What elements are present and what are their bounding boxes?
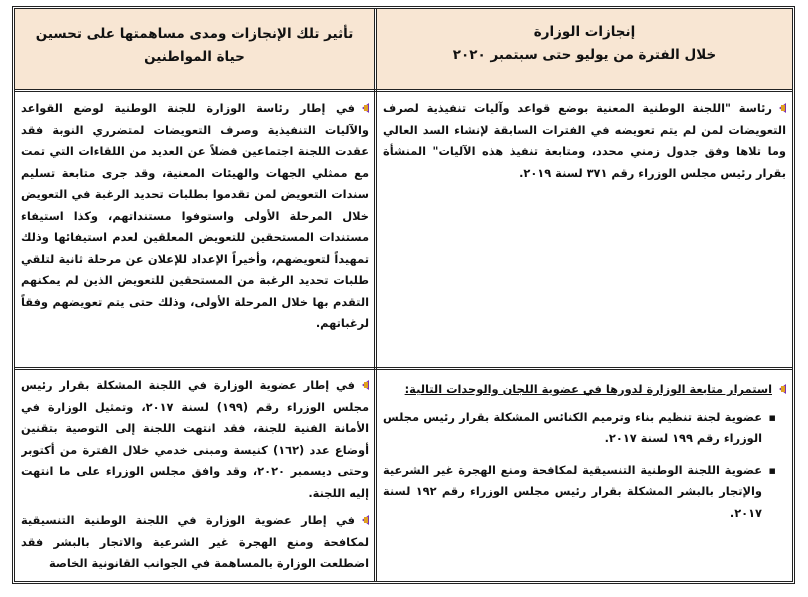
- column-divider: [374, 9, 377, 581]
- header-achievements: [377, 9, 792, 89]
- arrow-bullet-icon: [359, 103, 369, 114]
- arrow-bullet-icon: [776, 103, 786, 114]
- row1-achievement-cell: [383, 98, 786, 358]
- header-impact-line1: تأثير تلك الإنجازات ومدى مساهمتها على تحسين: [35, 26, 354, 42]
- row1-impact-cell: [21, 98, 369, 363]
- row2-impact-para1: في إطار عضوية الوزارة في اللجنة المشكلة بقرار رئيس مجلس الوزراء رقم (١٩٩) لسنة ٢٠١٧، وتمثيل الوزارة في الأمانة الفنية للجنة، فقد انتهت اللجنة إلى التوصية بتقنين أوضاع عدد (١٦٢) كنيسة ومبنى خدمي خلال الفترة من أكتوبر وحتى ديسمبر ٢٠٢٠، وقد وافق مجلس الوزراء على ما انتهت إليه اللجنة.: [21, 378, 369, 500]
- arrow-bullet-icon: [776, 384, 786, 395]
- committee-list: [383, 407, 786, 525]
- header-achievements-title: إنجازات الوزارة: [533, 24, 636, 40]
- header-impact-line2: حياة المواطنين: [144, 49, 245, 65]
- row2-impact-cell: [21, 375, 369, 581]
- achievements-table: [12, 6, 795, 584]
- arrow-bullet-icon: [359, 380, 369, 391]
- header-divider: [15, 89, 792, 92]
- row1-impact-text: في إطار رئاسة الوزارة للجنة الوطنية لوضع القواعد والآليات التنفيذية وصرف التعويضات لمتضرري النوبة فقد عقدت اللجنة اجتماعين فضلاً عن العديد من اللقاءات التي تمت مع ممثلي الجهات والهيئات المعنية، وقد جرى متابعة تسليم سندات التعويض لمن تقدموا بطلبات تحديد الرغبة في التعويض خلال المرحلة الأولى واستوفوا مستنداتهم، وكذا استيفاء مستندات المستحقين للتعويض المعلقين لعدم استيفائها وذلك تمهيداً لتعويضهم، وأخيراً الإعداد للإعلان عن مرحلة ثانية لتلقي طلبات تحديد الرغبة من المستحقين للتعويض الذين لم يمكنهم التقدم بها خلال المرحلة الأولى، وذلك حتى يتم تعويضهم وفقاً لرغباتهم.: [21, 101, 369, 330]
- row2-achievement-title: استمرار متابعة الوزارة لدورها في عضوية اللجان والوحدات التالية:: [404, 382, 772, 396]
- row2-achievement-cell: [383, 379, 786, 579]
- row1-achievement-text: رئاسة "اللجنة الوطنية المعنية بوضع قواعد وآليات تنفيذية لصرف التعويضات لمن لم يتم تعويضه في الفترات السابقة لإنشاء السد العالي وما تلاها وفق جدول زمني محدد، ومتابعة تنفيذ هذه الآليات" المنشأة بقرار رئيس مجلس الوزراء رقم ٣٧١ لسنة ٢٠١٩.: [383, 101, 786, 180]
- header-impact: [15, 9, 374, 89]
- list-item: ▪ عضوية اللجنة الوطنية التنسيقية لمكافحة ومنع الهجرة غير الشرعية والإتجار بالبشر المشكلة بقرار رئيس مجلس الوزراء رقم ١٩٢ لسنة ٢٠١٧.: [383, 460, 776, 525]
- row2-impact-para2: في إطار عضوية الوزارة في اللجنة الوطنية التنسيقية لمكافحة ومنع الهجرة غير الشرعية والاتجار بالبشر فقد اضطلعت الوزارة بالمساهمة في الجوانب القانونية الخاصة: [21, 513, 369, 570]
- row-divider: [15, 367, 792, 370]
- arrow-bullet-icon: [359, 515, 369, 526]
- list-item: ▪ عضوية لجنة تنظيم بناء وترميم الكنائس المشكلة بقرار رئيس مجلس الوزراء رقم ١٩٩ لسنة ٢٠١٧.: [383, 407, 776, 450]
- header-achievements-period: خلال الفترة من يوليو حتى سبتمبر ٢٠٢٠: [452, 47, 717, 63]
